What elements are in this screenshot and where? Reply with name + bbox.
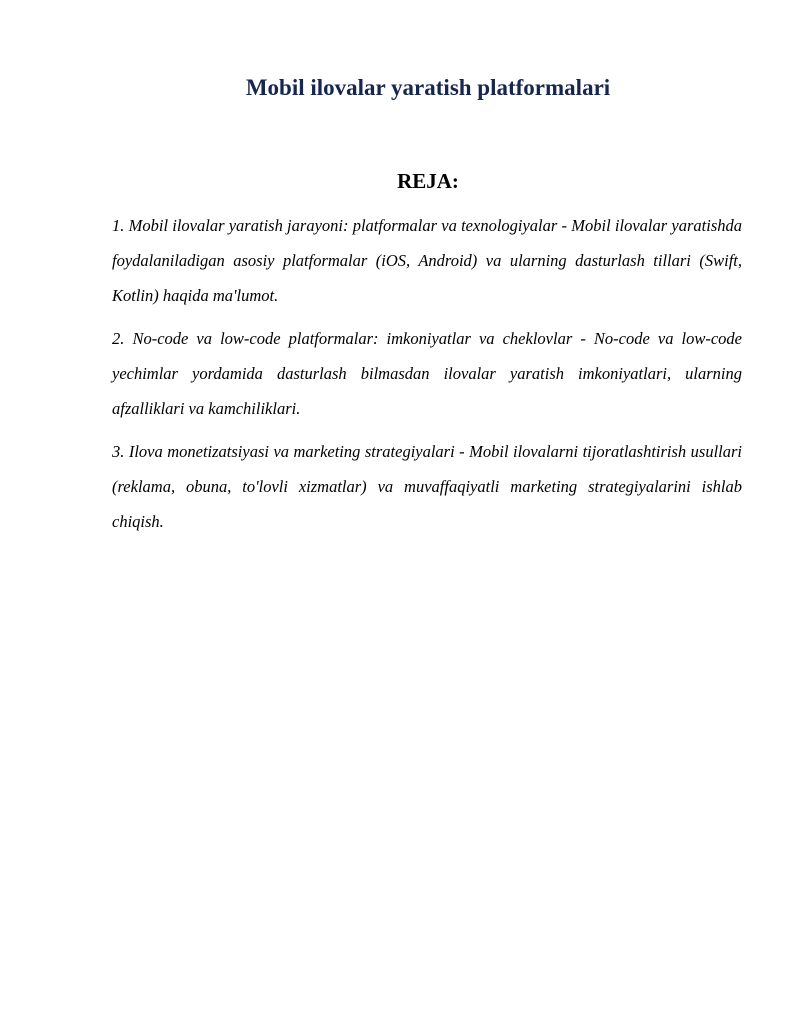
plan-item-1: 1. Mobil ilovalar yaratish jarayoni: platformalar va texnologiyalar - Mobil ilovalar yaratishda foydalaniladigan asosiy platformalar (iOS, Android) va ularning dasturlash tillari (Swift, Kotlin) haqida ma'lumot. (112, 216, 742, 305)
plan-item-2: 2. No-code va low-code platformalar: imkoniyatlar va cheklovlar - No-code va low-code yechimlar yordamida dasturlash bilmasdan ilovalar yaratish imkoniyatlari, ularning afzalliklari va kamchiliklari. (112, 329, 742, 418)
plan-list (112, 208, 742, 547)
document-title: Mobil ilovalar yaratish platformalari (245, 75, 611, 100)
plan-heading: REJA: (397, 169, 459, 193)
plan-item-3: 3. Ilova monetizatsiyasi va marketing strategiyalari - Mobil ilovalarni tijoratlashtirish usullari (reklama, obuna, to'lovli xizmatlar) va muvaffaqiyatli marketing strategiyalarini ishlab chiqish. (112, 442, 742, 531)
